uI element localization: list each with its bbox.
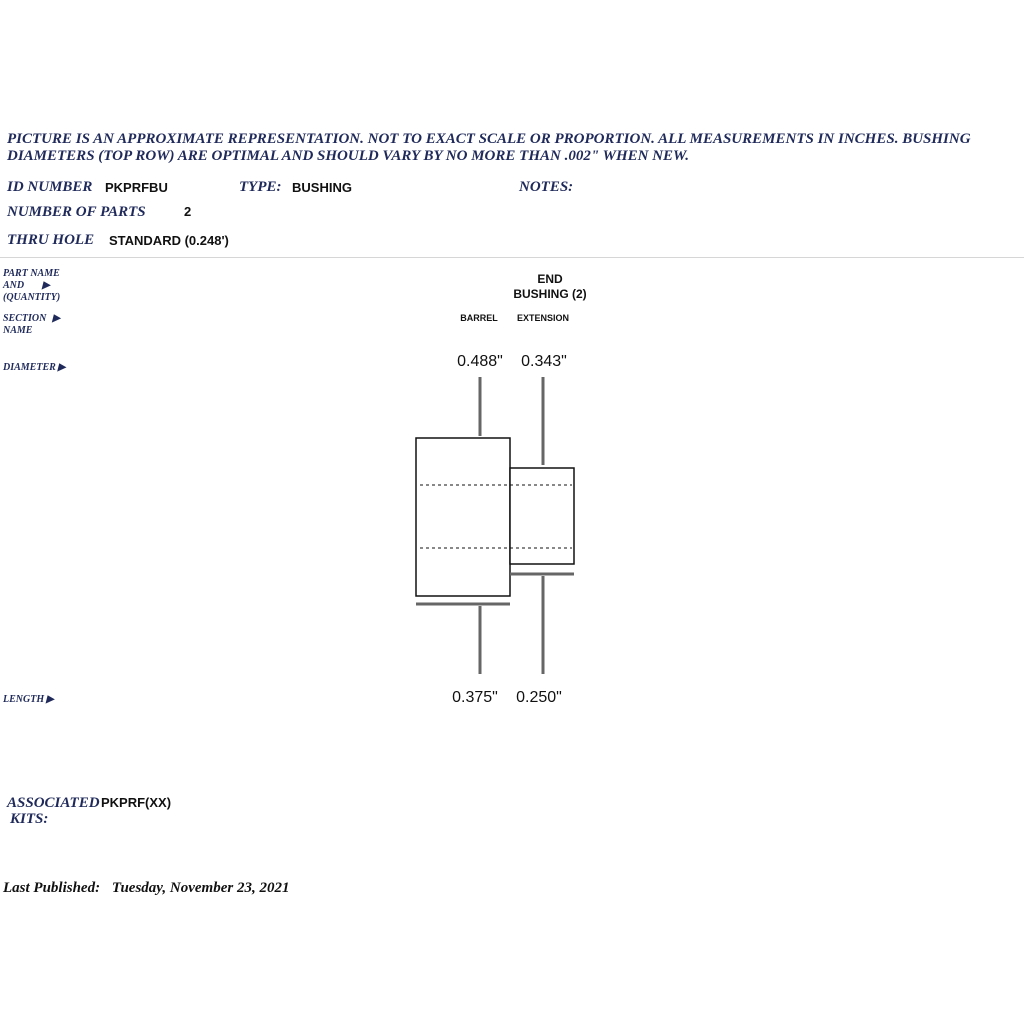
number-of-parts-value: 2 [184,204,192,219]
associated-kits-value: PKPRF(XX) [101,795,172,810]
length-label: LENGTH ▶ [3,694,54,705]
disclaimer-line-2: DIAMETERS (TOP ROW) ARE OPTIMAL AND SHOULD VARY BY NO MORE THAN .002" WHEN NEW. [7,148,690,164]
section-name-barrel: BARREL [460,313,498,323]
id-number-label: ID NUMBER [7,179,93,195]
disclaimer-line-1: PICTURE IS AN APPROXIMATE REPRESENTATION. NOT TO EXACT SCALE OR PROPORTION. ALL MEASUREMENTS IN INCHES. BUSHING [7,131,971,147]
associated-kits-label-line-1: ASSOCIATED [7,795,100,811]
diameter-barrel: 0.488" [457,353,503,370]
associated-kits-label [7,795,100,827]
type-label: TYPE: [239,179,282,195]
diameter-label: DIAMETER ▶ [3,362,66,373]
arrow-right-icon: ▶ [46,694,54,705]
barrel-body [416,438,510,596]
extension-body [510,468,574,564]
arrow-right-icon: ▶ [57,362,66,373]
length-extension: 0.250" [516,689,562,706]
thru-hole-value: STANDARD (0.248') [109,233,229,248]
part-name-label-line-2: AND ▶ [3,280,50,291]
thru-hole-label: THRU HOLE [7,232,95,248]
notes-label: NOTES: [519,179,574,195]
part-name-line-1: END [537,272,563,286]
diameter-extension: 0.343" [521,353,567,370]
part-name-label-line-3: (QUANTITY) [3,292,61,303]
last-published-label: Last Published: [3,880,101,896]
last-published-date: Tuesday, November 23, 2021 [111,880,290,896]
type-value: BUSHING [292,180,352,195]
part-name-line-2: BUSHING (2) [513,287,587,301]
number-of-parts-label: NUMBER OF PARTS [7,204,146,220]
arrow-right-icon: ▶ [52,313,61,324]
associated-kits-label-line-2: KITS: [10,811,49,827]
section-name-label-line-2: NAME [3,325,33,336]
id-number-value: PKPRFBU [105,180,168,195]
part-name-label-line-1: PART NAME [3,268,60,279]
arrow-right-icon: ▶ [42,280,50,291]
section-name-extension: EXTENSION [516,313,569,323]
last-published [3,880,289,897]
length-barrel: 0.375" [452,689,498,706]
section-name-label-line-1: SECTION ▶ [3,313,61,324]
